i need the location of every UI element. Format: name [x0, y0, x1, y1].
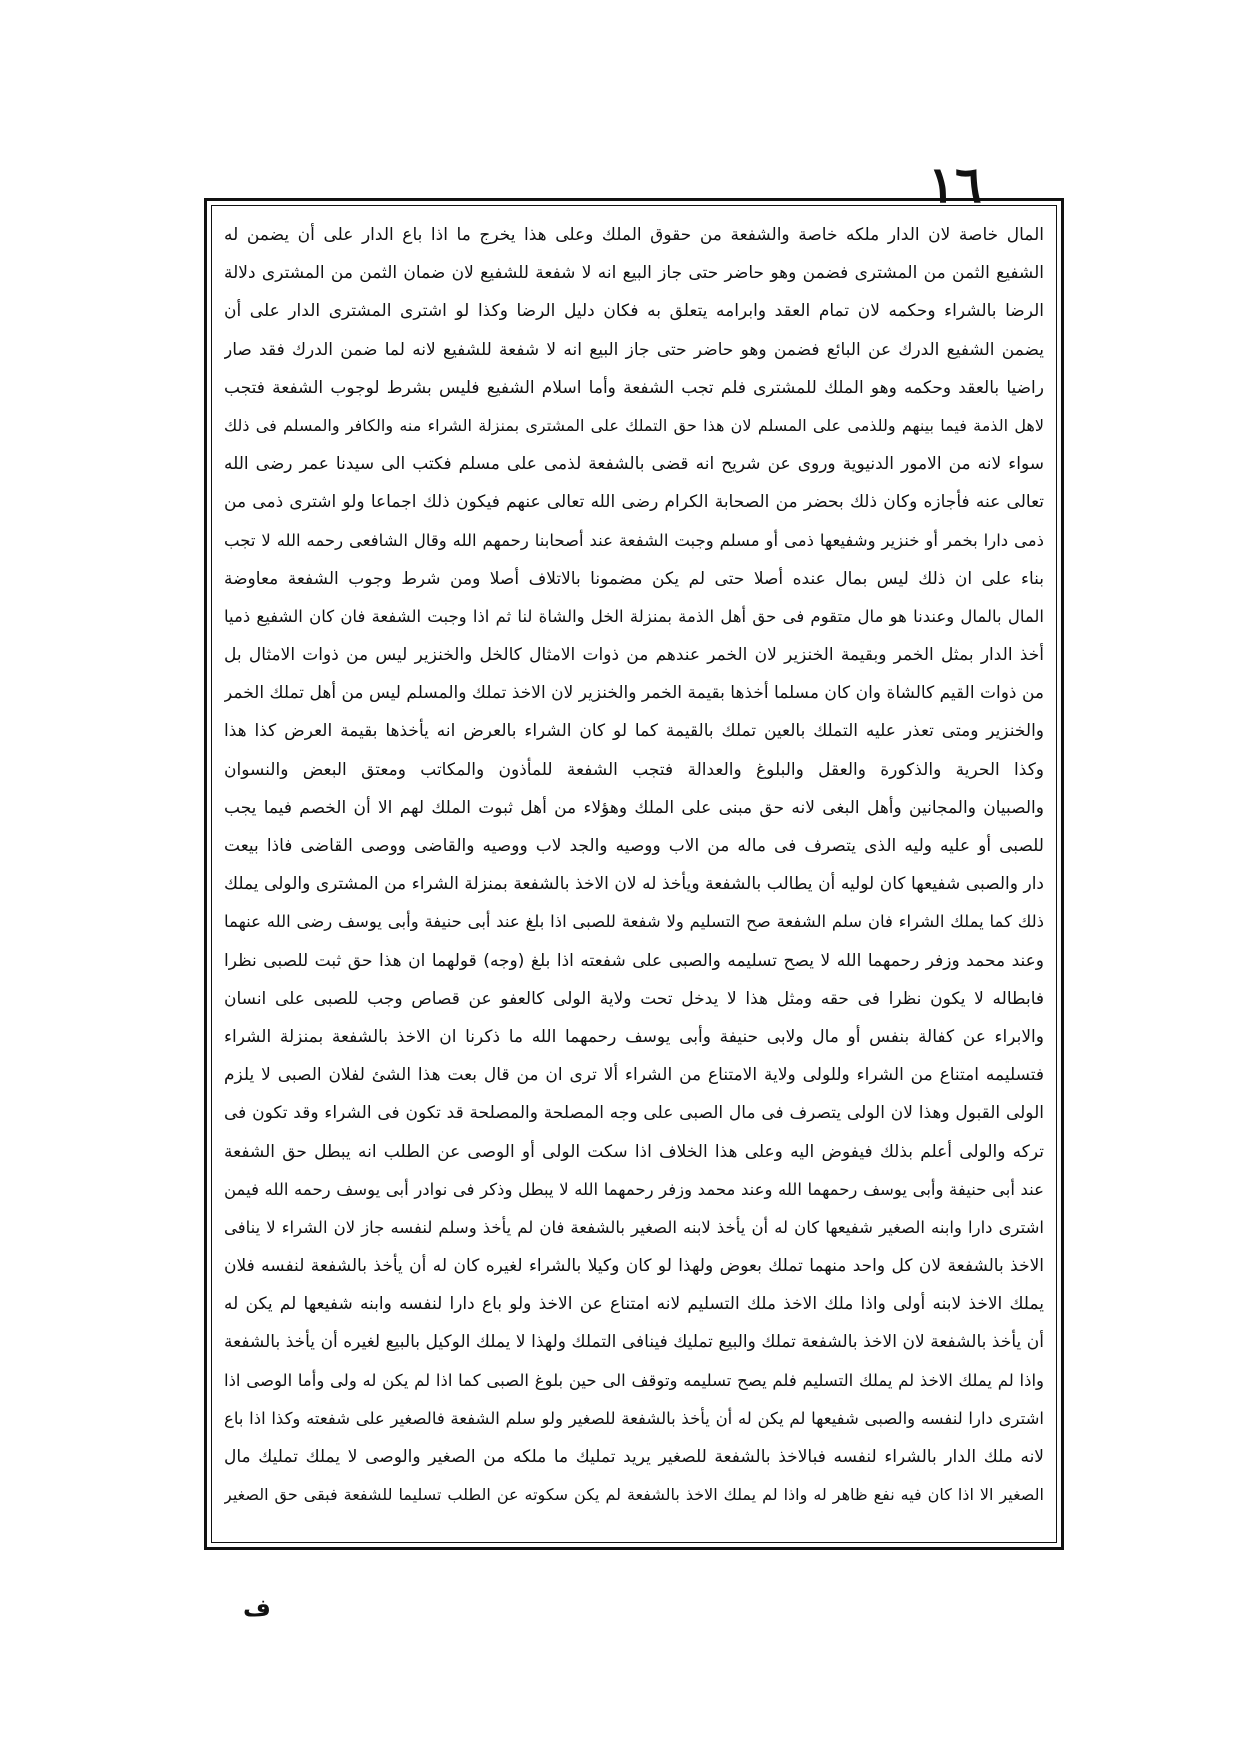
text-line: ذمى دارا بخمر أو خنزير وشفيعها ذمى أو مسلم وجبت الشفعة عند أصحابنا رحمهم الله وقال الشافعى رحمه الله لا تجب	[224, 530, 1044, 550]
text-line: أخذ الدار بمثل الخمر وبقيمة الخنزير لان الخمر عندهم من ذوات الامثال كالخل والخنزير ليس من ذوات الامثال بل	[224, 645, 1044, 666]
text-line: أن يأخذ بالشفعة لان الاخذ بالشفعة تملك والبيع تمليك فينافى التملك ولهذا لا يملك الوكيل بالبيع لغيره أن يأخذ بالشفعة	[224, 1332, 1044, 1353]
text-line: لاهل الذمة فيما بينهم وللذمى على المسلم لان هذا حق التملك على المشترى بمنزلة الشراء منه والكافر والمسلم فى ذلك	[224, 415, 1044, 435]
catchword: ف	[243, 1594, 271, 1622]
text-line: الاخذ بالشفعة لان كل واحد منهما تملك بعوض ولهذا لو كان وكيلا بالشراء لغيره كان له أن يأخذ بالشفعة لنفسه فلان	[224, 1256, 1044, 1277]
body-text	[224, 216, 1044, 1514]
text-line: الصغير الا اذا كان فيه نفع ظاهر له واذا لم يملك الاخذ بالشفعة لم يكن سكوته عن الطلب تسليما للشفعة فبقى حق الصغير	[224, 1485, 1044, 1505]
text-line: اشترى دارا لنفسه والصبى شفيعها لم يكن له أن يأخذ بالشفعة للصغير ولو سلم الشفعة فالصغير على شفعته وكذا اذا باع	[224, 1408, 1044, 1428]
text-line: والصبيان والمجانين وأهل البغى لانه حق مبنى على الملك وهؤلاء من أهل ثبوت الملك لهم الا أن الخصم فيما يجب	[224, 797, 1044, 818]
text-line: سواء لانه من الامور الدنيوية وروى عن شريح انه قضى بالشفعة لذمى على مسلم فكتب الى سيدنا عمر رضى الله	[224, 454, 1044, 475]
text-line: فابطاله لا يكون نظرا فى حقه ومثل هذا لا يدخل تحت ولاية الولى كالعفو عن قصاص وجب للصبى على انسان	[224, 988, 1044, 1009]
text-line: يضمن الشفيع الدرك عن البائع فضمن وهو حاضر حتى جاز البيع انه لا شفعة للشفيع لانه لما ضمن الدرك فقد صار	[224, 339, 1044, 360]
text-line: وعند محمد وزفر رحمهما الله لا يصح تسليمه والصبى على شفعته اذا بلغ (وجه) قولهما ان هذا حق ثبت للصبى نظرا	[224, 950, 1044, 971]
text-line: المال خاصة لان الدار ملكه خاصة والشفعة من حقوق الملك وعلى هذا يخرج ما اذا باع الدار على أن يضمن له	[224, 225, 1044, 245]
text-line: وكذا الحرية والذكورة والعقل والبلوغ والعدالة فتجب الشفعة للمأذون والمكاتب ومعتق البعض والنسوان	[224, 759, 1044, 780]
text-line: واذا لم يملك الاخذ لم يملك التسليم فلم يصح تسليمه وتوقف الى حين بلوغ الصبى كما اذا لم يكن له ولى وأما الوصى اذا	[224, 1370, 1044, 1390]
text-line: فتسليمه امتناع من الشراء وللولى ولاية الامتناع من الشراء ألا ترى ان من قال بعت هذا الشئ لفلان الصبى لا يلزم	[224, 1065, 1044, 1086]
text-line: عند أبى حنيفة وأبى يوسف رحمهما الله وعند محمد وزفر رحمهما الله لا يبطل وذكر فى نوادر أبى يوسف رحمه الله فيمن	[224, 1179, 1044, 1199]
text-line: الولى القبول وهذا لان الولى يتصرف فى مال الصبى على وجه المصلحة والمصلحة قد تكون فى الشراء وقد تكون فى	[224, 1103, 1044, 1124]
text-line: بناء على ان ذلك ليس بمال عنده أصلا حتى لم يكن مضمونا بالاتلاف أصلا ومن شرط وجوب الشفعة معاوضة	[224, 568, 1044, 589]
text-line: ذلك كما يملك الشراء فان سلم الشفعة صح التسليم ولا شفعة للصبى اذا بلغ عند أبى حنيفة وأبى يوسف رضى الله عنهما	[224, 912, 1044, 932]
text-line: لانه ملك الدار بالشراء لنفسه فبالاخذ بالشفعة للصغير يريد تمليك ما ملكه من الصغير والوصى لا يملك تمليك مال	[224, 1447, 1044, 1467]
text-line: والخنزير ومتى تعذر عليه التملك بالعين تملك بالقيمة كما لو كان الشراء بالعرض انه يأخذها بقيمة العرض كذا هذا	[224, 721, 1044, 742]
text-line: دار والصبى شفيعها كان لوليه أن يطالب بالشفعة ويأخذ له لان الاخذ بالشفعة بمنزلة الشراء من المشترى والولى يملك	[224, 874, 1044, 895]
text-line: تركه والولى أعلم بذلك فيفوض اليه وعلى هذا الخلاف اذا سكت الولى أو الوصى عن الطلب انه يبطل حق الشفعة	[224, 1141, 1044, 1162]
text-line: يملك الاخذ لابنه أولى واذا ملك الاخذ ملك التسليم لانه امتناع عن الاخذ ولو باع دارا لنفسه وابنه شفيعها لم يكن له	[224, 1294, 1044, 1315]
text-line: للصبى أو عليه وليه الذى يتصرف فى ماله من الاب ووصيه والجد لاب ووصيه والقاضى ووصى القاضى فاذا بيعت	[224, 836, 1044, 856]
text-line: اشترى دارا وابنه الصغير شفيعها كان له أن يأخذ لابنه الصغير بالشفعة فان لم يأخذ وسلم لنفسه جاز لان الشراء لا ينافى	[224, 1217, 1044, 1237]
text-line: راضيا بالعقد وحكمه وهو الملك للمشترى فلم تجب الشفعة وأما اسلام الشفيع فليس بشرط لوجوب الشفعة فتجب	[224, 377, 1044, 398]
page-frame-inner	[211, 205, 1057, 1543]
text-line: الرضا بالشراء وحكمه لان تمام العقد وابرامه يتعلق به فكان دليل الرضا وكذا لو اشترى المشترى الدار على أن	[224, 301, 1044, 322]
text-line: والابراء عن كفالة بنفس أو مال ولابى حنيفة وأبى يوسف رحمهما الله ما ذكرنا ان الاخذ بالشفعة بمنزلة الشراء	[224, 1026, 1044, 1047]
text-line: الشفيع الثمن من المشترى فضمن وهو حاضر حتى جاز البيع انه لا شفعة للشفيع لان ضمان الثمن من المشترى دلالة	[224, 263, 1044, 284]
text-line: المال بالمال وعندنا هو مال متقوم فى حق أهل الذمة بمنزلة الخل والشاة لنا ثم اذا وجبت الشفعة فان كان الشفيع ذميا	[224, 606, 1044, 626]
page-number: ١٦	[928, 155, 982, 214]
text-line: تعالى عنه فأجازه وكان ذلك بحضر من الصحابة الكرام رضى الله تعالى عنهم فيكون ذلك اجماعا ولو اشترى ذمى من	[224, 492, 1044, 513]
text-line: من ذوات القيم كالشاة وان كان مسلما أخذها بقيمة الخمر والخنزير لان الاخذ تملك والمسلم ليس من أهل تملك الخمر	[224, 683, 1044, 704]
